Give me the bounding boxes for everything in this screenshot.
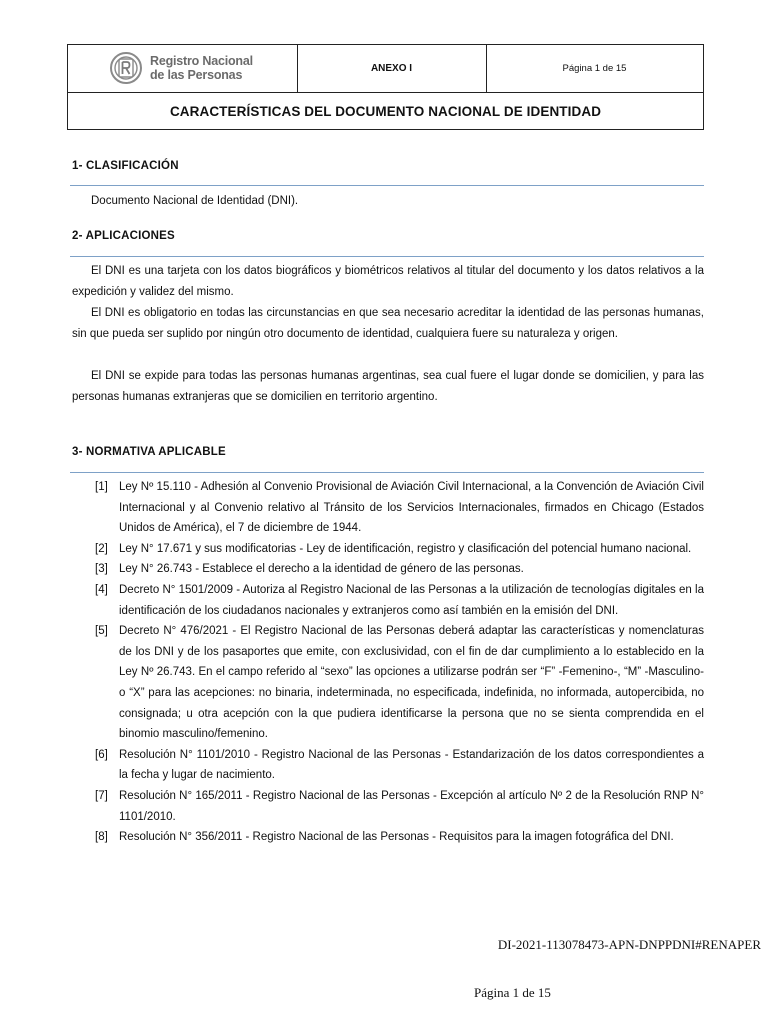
reference-item (72, 580, 704, 621)
reference-item (72, 559, 704, 580)
section-divider (70, 185, 704, 186)
reference-text: Resolución N° 165/2011 - Registro Nacional de las Personas - Excepción al artículo Nº 2 de la Resolución RNP N° 1101/2010. (119, 789, 704, 823)
reference-item (72, 786, 704, 827)
reference-text: Decreto N° 1501/2009 - Autoriza al Registro Nacional de las Personas a la utilización de tecnologías digitales en la identificación de los ciudadanos nacionales y extranjeros como así también en la emisión del DNI. (119, 583, 704, 617)
document-id-stamp: DI-2021-113078473-APN-DNPPDNI#RENAPER (497, 937, 761, 952)
reference-number: [5] (95, 625, 108, 638)
reference-number: [8] (95, 831, 108, 844)
header-page-number: Página 1 de 15 (562, 63, 627, 74)
reference-item (72, 621, 704, 745)
reference-item (72, 477, 704, 539)
reference-number: [4] (95, 583, 108, 596)
footer-page-number: Página 1 de 15 (474, 985, 551, 1000)
reference-text: Ley N° 26.743 - Establece el derecho a la identidad de género de las personas. (119, 563, 524, 576)
reference-number: [7] (95, 789, 108, 802)
paragraph-aplicaciones-3: El DNI se expide para todas las personas humanas argentinas, sea cual fuere el lugar donde se domicilien, y para las personas humanas extranjeras que se domicilien en territorio argentino. (72, 370, 704, 403)
reference-text: Ley N° 17.671 y sus modificatorias - Ley de identificación, registro y clasificación del potencial humano nacional. (119, 542, 692, 555)
reference-number: [3] (95, 563, 108, 576)
org-name-line1: Registro Nacional (150, 54, 253, 68)
renaper-logo-icon (110, 52, 142, 84)
document-title: CARACTERÍSTICAS DEL DOCUMENTO NACIONAL DE IDENTIDAD (169, 103, 602, 119)
section-divider (70, 256, 704, 257)
org-name (150, 54, 253, 82)
section-heading-aplicaciones: 2- APLICACIONES (72, 230, 175, 242)
reference-number: [6] (95, 748, 108, 761)
document-header (67, 44, 704, 130)
reference-text: Resolución N° 1101/2010 - Registro Nacional de las Personas - Estandarización de los datos correspondientes a la fecha y lugar de nacimiento. (119, 748, 704, 782)
section-heading-clasificacion: 1- CLASIFICACIÓN (72, 160, 179, 172)
section-heading-normativa: 3- NORMATIVA APLICABLE (72, 446, 226, 458)
reference-item (72, 745, 704, 786)
header-logo-cell (68, 45, 298, 92)
section-divider (70, 472, 704, 473)
reference-number: [1] (95, 481, 108, 493)
reference-item (72, 827, 704, 848)
reference-text: Resolución N° 356/2011 - Registro Nacional de las Personas - Requisitos para la imagen fotográfica del DNI. (119, 831, 674, 844)
paragraph-aplicaciones-2: El DNI es obligatorio en todas las circunstancias en que sea necesario acreditar la identidad de las personas humanas, sin que pueda ser suplido por ningún otro documento de identidad, cualquiera fuere su naturaleza y origen. (72, 307, 704, 340)
reference-text: Ley Nº 15.110 - Adhesión al Convenio Provisional de Aviación Civil Internacional, a la Convención de Aviación Civil Internacional y al Convenio relativo al Tránsito de los Servicios Internacionales, firmados en Chicago (Estados Unidos de América), el 7 de diciembre de 1944. (119, 481, 704, 535)
reference-number: [2] (95, 542, 108, 555)
reference-item (72, 539, 704, 560)
paragraph-aplicaciones-1: El DNI es una tarjeta con los datos biográficos y biométricos relativos al titular del documento y los datos relativos a la expedición y validez del mismo. (72, 265, 704, 298)
section-text-clasificacion: Documento Nacional de Identidad (DNI). (91, 195, 299, 207)
header-top-row (68, 45, 703, 93)
reference-list (72, 477, 704, 848)
reference-text: Decreto N° 476/2021 - El Registro Nacional de las Personas deberá adaptar las características y nomenclaturas de los DNI y de los pasaportes que emite, con exclusividad, con el fin de dar cumplimiento a lo establecido en la Ley Nº 26.743. En el campo referido al “sexo” las opciones a utilizarse podrán ser “F” -Femenino-, “M” -Masculino- o “X” para las acepciones: no binaria, indeterminada, no especificada, indefinida, no informada, autopercibida, no consignada; u otra acepción con la que pudiera identificarse la persona que no se sienta comprendida en el binomio masculino/femenino. (119, 625, 704, 741)
annex-label: ANEXO I (297, 45, 487, 92)
org-name-line2: de las Personas (150, 68, 243, 82)
